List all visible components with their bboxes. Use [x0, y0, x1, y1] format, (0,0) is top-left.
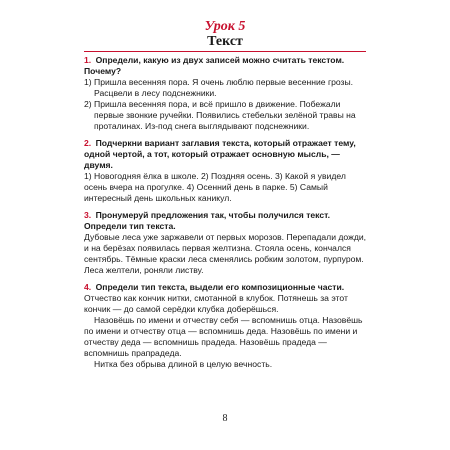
topic-title: Текст [207, 34, 243, 49]
page-content [84, 55, 370, 376]
task-1-prompt [84, 55, 370, 77]
task-4-paragraph-2: Назовёшь по имени и отчеству себя — вспомнишь отца. Назовёшь по имени и отчеству отца — вспомнишь деда. Назовёшь по имени и отчеству деда — вспомнишь прадеда. Назовёшь прадеда — вспомнишь прапрадеда. [84, 315, 363, 358]
task-4-paragraph-3: Нитка без обрыва длиной в целую вечность. [94, 359, 273, 369]
task-number: 1. [84, 55, 92, 65]
task-2-prompt [84, 138, 370, 171]
task-3-prompt [84, 210, 370, 232]
task-number: 3. [84, 210, 92, 220]
task-prompt-text: Определи, какую из двух записей можно считать текстом. Почему? [84, 55, 345, 76]
task-4 [84, 282, 370, 370]
page-number: 8 [222, 413, 228, 424]
task-4-prompt [84, 282, 370, 293]
task-1 [84, 55, 370, 132]
task-3 [84, 210, 370, 276]
task-1-option-1: 1) Пришла весенняя пора. Я очень люблю первые весенние грозы. Расцвели в лесу подснежники. [84, 77, 354, 98]
task-2-text: 1) Новогодняя ёлка в школе. 2) Поздняя осень. 3) Какой я увидел осень вчера на прогулке. 4) Осенний день в парке. 5) Самый интересный день школьных каникул. [84, 171, 346, 203]
task-number: 4. [84, 282, 92, 292]
task-prompt-text: Пронумеруй предложения так, чтобы получился текст. Определи тип текста. [84, 210, 330, 231]
task-4-paragraph-1: Отчество как кончик нитки, смотанной в клубок. Потянешь за этот кончик — до самой серёдки клубка доберёшься. [84, 293, 348, 314]
task-2 [84, 138, 370, 204]
task-3-text: Дубовые леса уже заржавели от первых морозов. Перепадали дожди, и на берёзах появилась первая желтизна. Стояла осень, кончался сентябрь. Тёмные краски леса сменялись робким золотом, пурпуром. Леса желтели, роняли листву. [84, 232, 367, 275]
lesson-title: Урок 5 [204, 19, 246, 34]
task-number: 2. [84, 138, 92, 148]
task-prompt-text: Определи тип текста, выдели его композиционные части. [95, 282, 345, 292]
title-divider [84, 51, 366, 52]
task-1-option-2: 2) Пришла весенняя пора, и всё пришло в движение. Побежали первые звонкие ручейки. Появились стебельки зелёной травы на проталинах. Из-под снега выглядывают подснежники. [84, 99, 356, 131]
task-prompt-text: Подчеркни вариант заглавия текста, который отражает тему, одной чертой, а тот, который отражает основную мысль, — двумя. [84, 138, 356, 170]
